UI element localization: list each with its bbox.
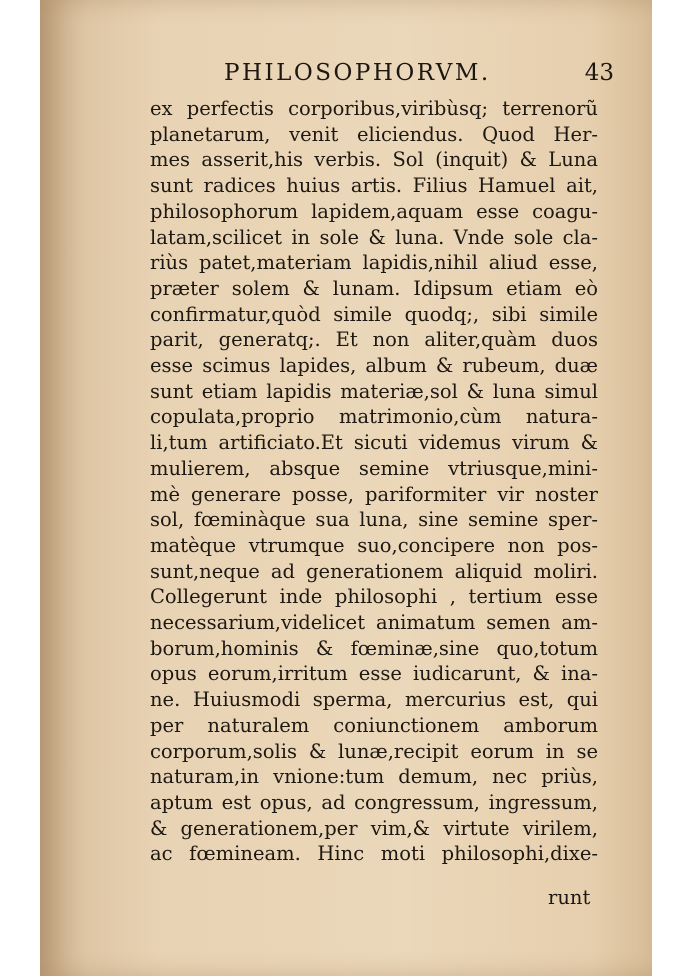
text-line: ac fœmineam. Hinc moti philosophi,dixe- <box>150 842 598 866</box>
text-line: sunt radices huius artis. Filius Hamuel ait, <box>150 174 598 198</box>
text-line: opus eorum,irritum esse iudicarunt, & ina- <box>150 662 598 686</box>
text-line: riùs patet,materiam lapidis,nihil aliud esse, <box>150 251 598 275</box>
catchword: runt <box>548 886 591 909</box>
text-line: esse scimus lapides, album & rubeum, duæ <box>150 354 598 378</box>
text-line: naturam,in vnione:tum demum, nec priùs, <box>150 765 598 789</box>
body-text <box>150 96 598 867</box>
book-page <box>40 0 652 976</box>
text-line: & generationem,per vim,& virtute virilem, <box>150 816 598 840</box>
text-line: præter solem & lunam. Idipsum etiam eò <box>150 276 598 300</box>
text-line: confirmatur,quòd simile quodq;, sibi simile <box>150 302 598 326</box>
text-line: mè generare posse, pariformiter vir noster <box>150 482 598 506</box>
text-line: sunt,neque ad generationem aliquid moliri. <box>150 559 598 583</box>
text-line: borum,hominis & fœminæ,sine quo,totum <box>150 636 598 660</box>
text-line: mulierem, absque semine vtriusque,mini- <box>150 456 598 480</box>
text-line: parit, generatq;. Et non aliter,quàm duos <box>150 328 598 352</box>
page-number: 43 <box>584 60 614 86</box>
text-line: sol, fœminàque sua luna, sine semine sper- <box>150 508 598 532</box>
text-line: li,tum artificiato.Et sicuti videmus virum & <box>150 431 598 455</box>
text-line: latam,scilicet in sole & luna. Vnde sole cla- <box>150 225 598 249</box>
text-line: aptum est opus, ad congressum, ingressum, <box>150 790 598 814</box>
text-line: mes asserit,his verbis. Sol (inquit) & Luna <box>150 148 598 172</box>
text-line: corporum,solis & lunæ,recipit eorum in se <box>150 739 598 763</box>
text-line: copulata,proprio matrimonio,cùm natura- <box>150 405 598 429</box>
text-line: sunt etiam lapidis materiæ,sol & luna simul <box>150 379 598 403</box>
text-line: ne. Huiusmodi sperma, mercurius est, qui <box>150 688 598 712</box>
page-header <box>224 58 614 92</box>
text-line: Collegerunt inde philosophi , tertium esse <box>150 585 598 609</box>
text-line: ex perfectis corporibus,viribùsq; terrenorũ <box>150 97 598 120</box>
text-line: necessarium,videlicet animatum semen am- <box>150 611 598 635</box>
text-line: philosophorum lapidem,aquam esse coagu- <box>150 199 598 223</box>
running-title: PHILOSOPHORVM. <box>224 60 491 86</box>
text-line: matèque vtrumque suo,concipere non pos- <box>150 533 598 557</box>
text-line: per naturalem coniunctionem amborum <box>150 713 598 737</box>
text-line: planetarum, venit eliciendus. Quod Her- <box>150 122 598 146</box>
